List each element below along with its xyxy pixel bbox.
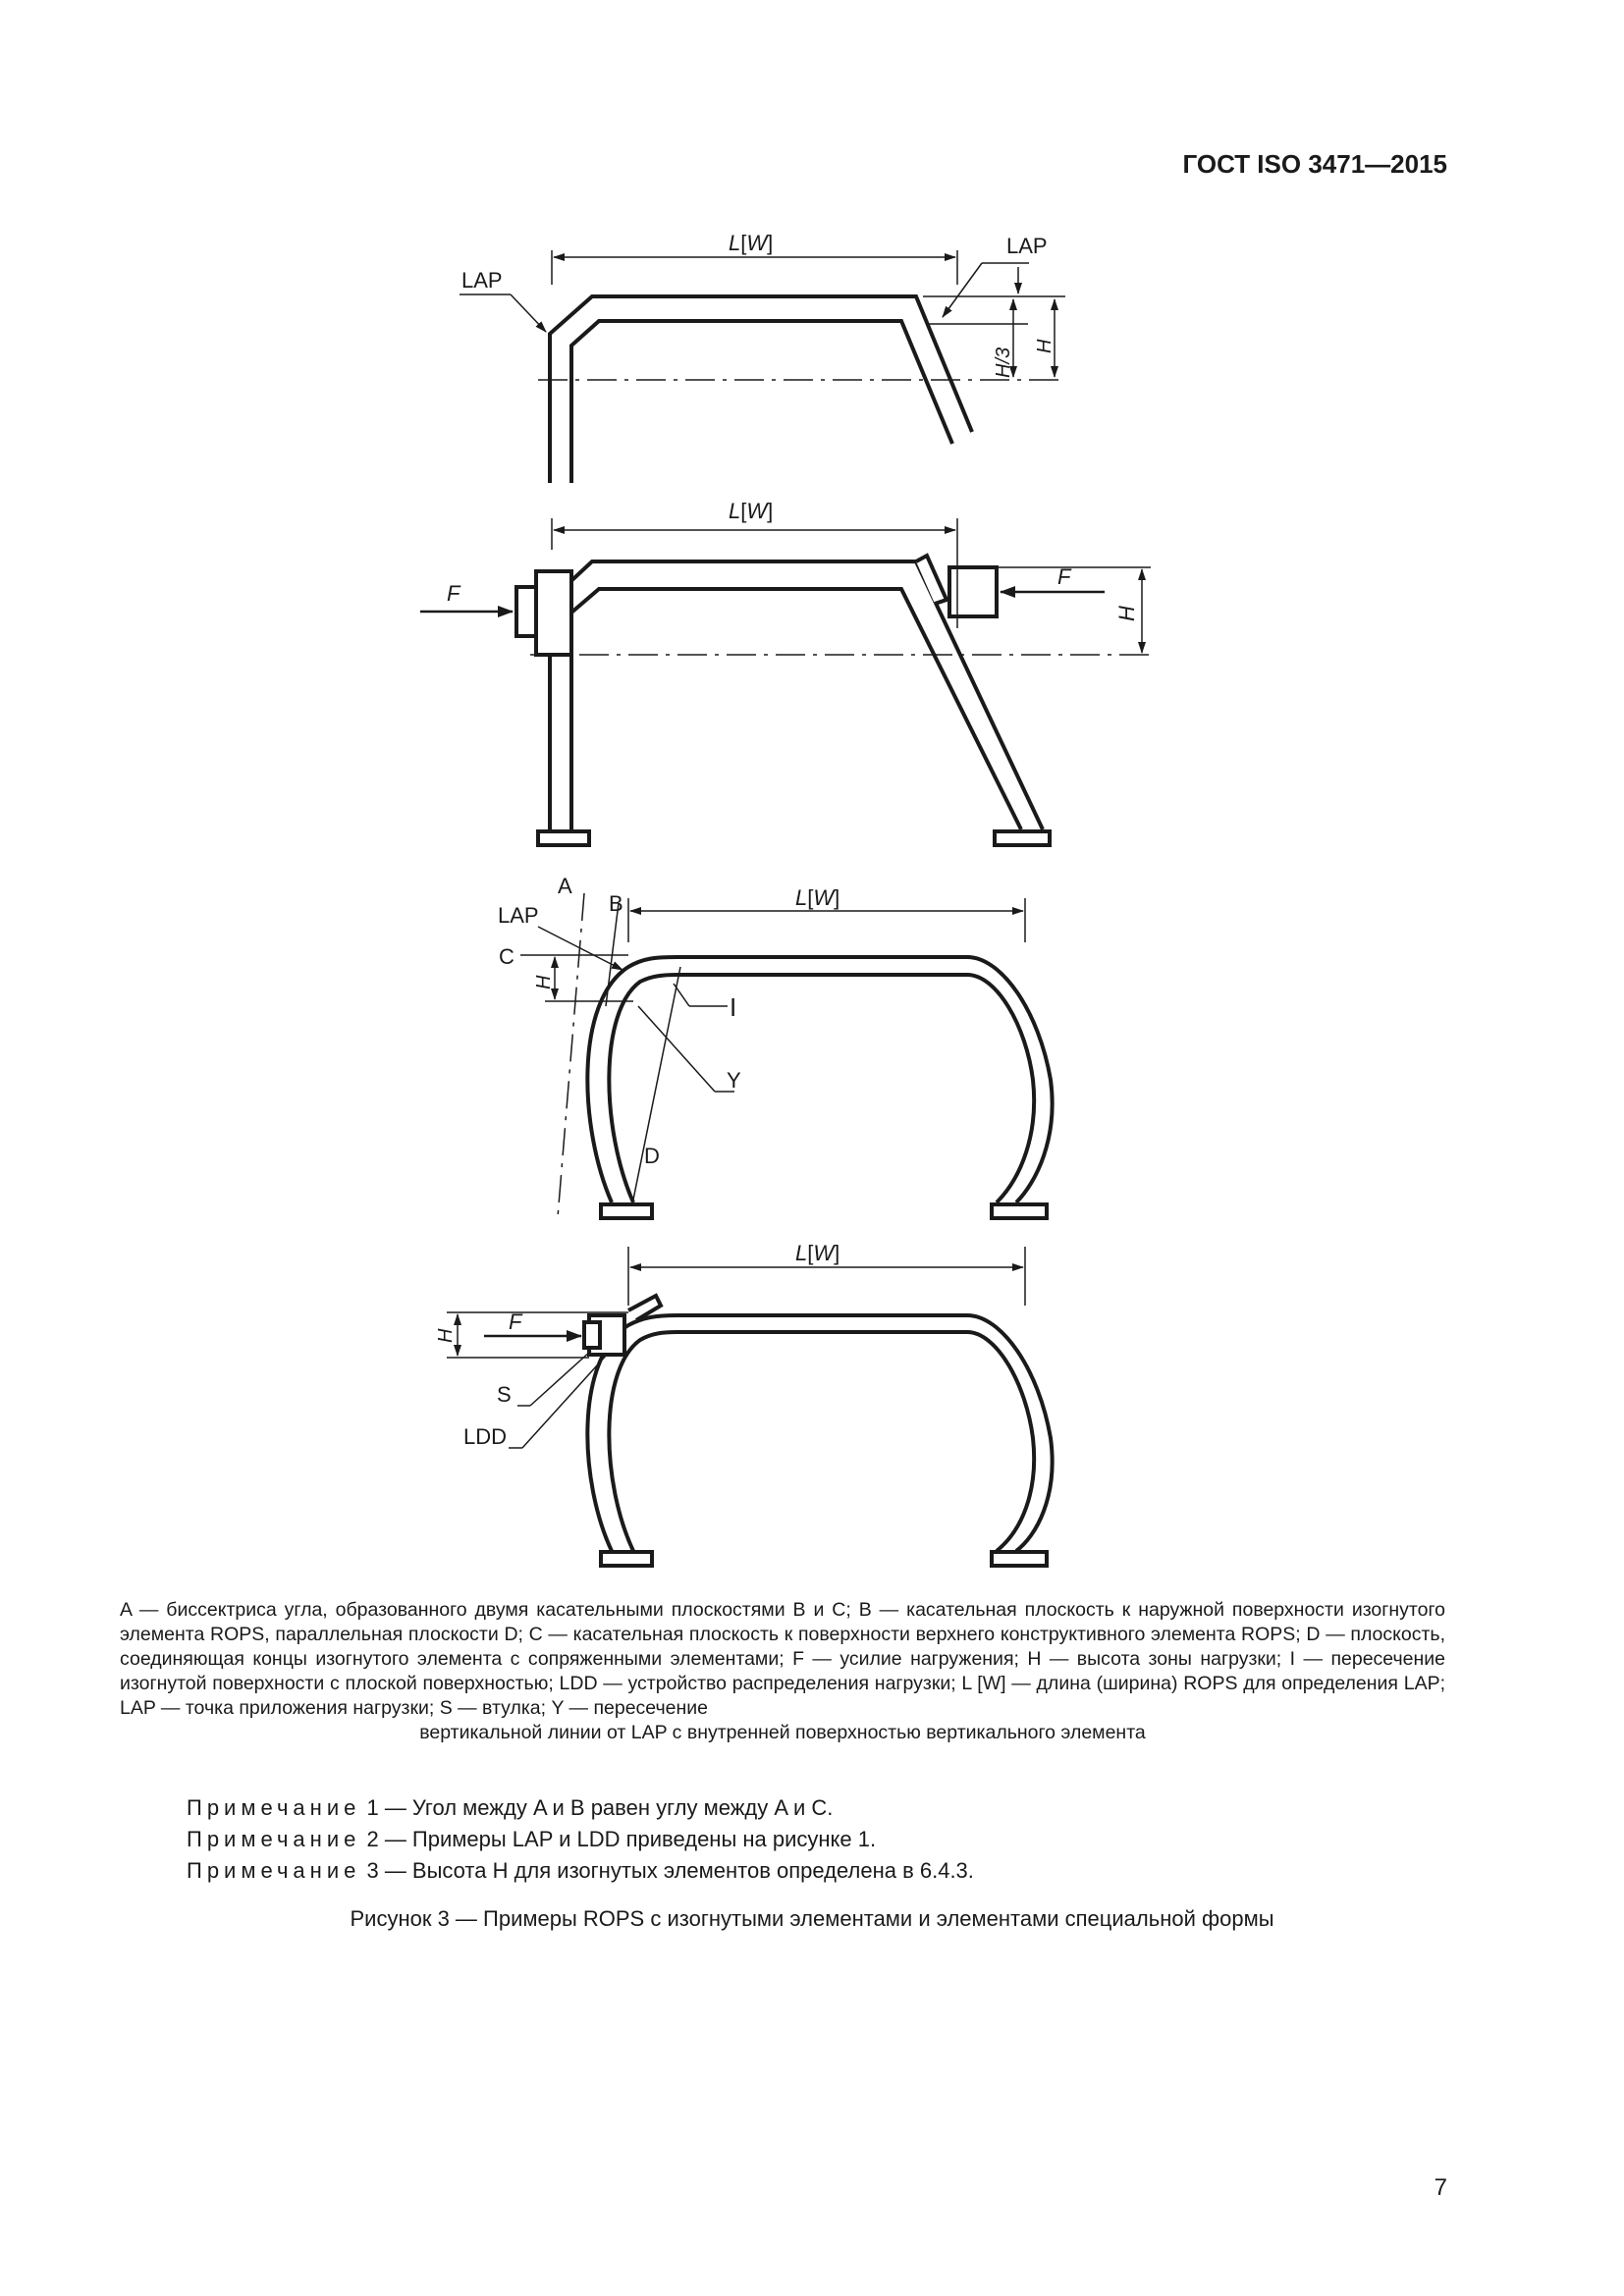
figure-caption: Рисунок 3 — Примеры ROPS с изогнутыми элементами и элементами специальной формы — [350, 1906, 1274, 1931]
legend-line: изогнутого элемента ROPS, параллельная плоскости D; C — касательная плоскость к поверхности верхнего конструктивного — [120, 1599, 1445, 1645]
label-h: H — [1034, 339, 1056, 353]
legend-line: элемента ROPS; D — плоскость, соединяющая концы изогнутого элемента с сопряженными элементами; F — усилие нагружения; — [120, 1624, 1445, 1670]
note — [187, 1792, 974, 1824]
label-f: F — [447, 581, 460, 606]
label-i: I — [730, 992, 737, 1022]
standard-header: ГОСТ ISO 3471—2015 — [1182, 149, 1447, 179]
notes-block — [187, 1792, 974, 1887]
label-y: Y — [727, 1068, 741, 1093]
drawing-1-angular-frame — [460, 231, 1065, 483]
label-h: H — [1114, 606, 1139, 621]
note-label: Примечание — [187, 1827, 361, 1851]
note — [187, 1855, 974, 1887]
label-l-w: L[W] — [729, 231, 774, 255]
legend-line: нагрузки; L [W] — длина (ширина) ROPS для определения LAP; LAP — точка приложения нагрузки; S — втулка; Y — пересечение — [120, 1673, 1446, 1719]
drawing-4-curved-frame-loaded — [435, 1241, 1053, 1566]
note-text: 3 — Высота H для изогнутых элементов определена в 6.4.3. — [366, 1858, 974, 1883]
label-h: H — [533, 975, 555, 989]
label-s: S — [497, 1382, 512, 1407]
page-number: 7 — [1434, 2174, 1447, 2201]
label-l-w: L[W] — [795, 1241, 840, 1265]
label-l-w: L[W] — [795, 885, 840, 910]
drawing-3-curved-frame — [498, 874, 1053, 1218]
label-d: D — [644, 1144, 660, 1168]
label-lap: LAP — [498, 903, 539, 928]
label-lap: LAP — [461, 268, 503, 293]
label-h: H — [435, 1328, 457, 1343]
label-b: B — [609, 891, 623, 916]
note-label: Примечание — [187, 1858, 361, 1883]
label-f: F — [509, 1309, 522, 1334]
figure-legend — [120, 1598, 1445, 1745]
label-h-third: H/3 — [993, 347, 1014, 378]
label-lap: LAP — [1006, 234, 1048, 258]
note-label: Примечание — [187, 1795, 361, 1820]
drawing-2-angular-frame-loaded — [420, 499, 1151, 845]
note — [187, 1824, 974, 1855]
note-text: 1 — Угол между A и B равен углу между A и C. — [366, 1795, 834, 1820]
legend-line: H — высота зоны нагрузки; I — пересечение изогнутой поверхности с плоской поверхностью; LDD — устройство распределения — [120, 1648, 1445, 1694]
note-text: 2 — Примеры LAP и LDD приведены на рисунке 1. — [366, 1827, 877, 1851]
label-c: C — [499, 944, 514, 969]
label-ldd: LDD — [463, 1424, 508, 1449]
legend-line: вертикальной линии от LAP с внутренней поверхностью вертикального элемента — [419, 1722, 1146, 1743]
label-a: A — [558, 874, 572, 898]
label-f: F — [1057, 564, 1071, 589]
label-l-w: L[W] — [729, 499, 774, 523]
legend-line: A — биссектриса угла, образованного двумя касательными плоскостями B и C; B — касательная плоскость к наружной поверхности — [120, 1599, 1344, 1621]
